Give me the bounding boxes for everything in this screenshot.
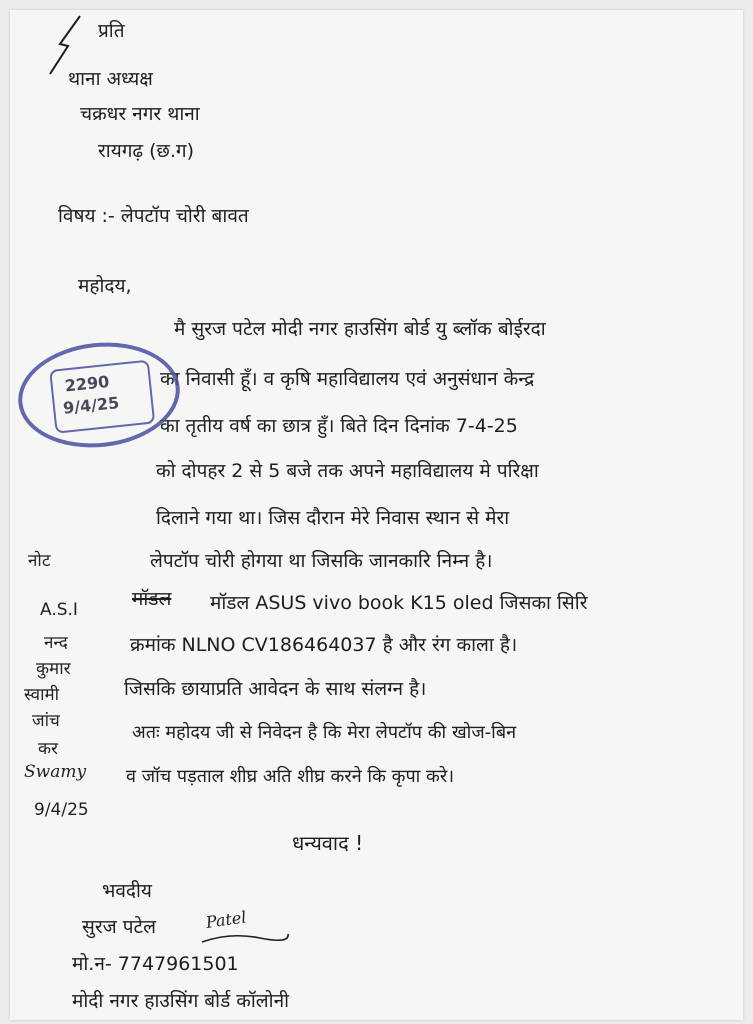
margin-note-date: 9/4/25 [34,800,89,820]
margin-note-signature: Swamy [24,762,87,782]
mobile-number: मो.न- 7747961501 [72,953,239,975]
serial-line: क्रमांक NLNO CV186464037 है और रंग काला है। [130,634,518,656]
stamp-number-1: 2290 [63,371,111,396]
body-line-3: का तृतीय वर्ष का छात्र हुँ। बिते दिन दिनांक 7-4-25 [160,415,518,437]
letter-page [10,10,743,1020]
margin-note-line-4: कुमार [36,659,71,679]
margin-note-line-2: A.S.I [40,600,78,620]
sender-name: सुरज पटेल [82,916,157,938]
model-line: मॉडल ASUS vivo book K15 oled जिसका सिरि [210,592,588,614]
thanks-line: धन्यवाद ! [292,831,364,855]
margin-note-line-5: स्वामी [24,685,60,705]
salutation: महोदय, [78,275,132,297]
police-station-stamp [13,335,185,455]
body-line-4: को दोपहर 2 से 5 बजे तक अपने महाविद्यालय मे परिक्षा [156,460,539,482]
request-line-2: व जॉच पड़ताल शीघ्र अति शीघ्र करने कि कृपा करे। [126,766,455,787]
addressee-line-2: चक्रधर नगर थाना [80,103,200,125]
stamp-number-2: 9/4/25 [62,392,121,418]
sender-signature: Patel [204,907,248,932]
body-line-1: मै सुरज पटेल मोदी नगर हाउसिंग बोर्ड यु ब्लॉक बोईरदा [174,318,546,340]
sender-address: मोदी नगर हाउसिंग बोर्ड कॉलोनी [72,990,290,1012]
closing: भवदीय [102,880,152,902]
signature-underline-icon [200,928,290,948]
margin-note-line-6: जांच [32,711,60,731]
struck-word: मॉडल [132,588,172,610]
to-label: प्रति [98,20,125,42]
body-line-5: दिलाने गया था। जिस दौरान मेरे निवास स्थान से मेरा [156,507,510,529]
margin-note-line-1: नोट [28,551,51,571]
addressee-line-1: थाना अध्यक्ष [68,68,153,90]
margin-note-line-7: कर [38,739,59,759]
request-line-1: अतः महोदय जी से निवेदन है कि मेरा लेपटॉप की खोज-बिन [132,722,517,743]
margin-note-line-3: नन्द [44,633,68,653]
subject-line: विषय :- लेपटॉप चोरी बावत [58,205,249,227]
body-line-6: लेपटॉप चोरी होगया था जिसकि जानकारि निम्न है। [150,550,493,572]
attachment-line: जिसकि छायाप्रति आवेदन के साथ संलग्न है। [124,678,427,700]
body-line-2: का निवासी हूँ। व कृषि महाविद्यालय एवं अनुसंधान केन्द्र [160,368,535,390]
pen-mark-icon [40,12,110,82]
addressee-line-3: रायगढ़ (छ.ग) [98,140,195,162]
